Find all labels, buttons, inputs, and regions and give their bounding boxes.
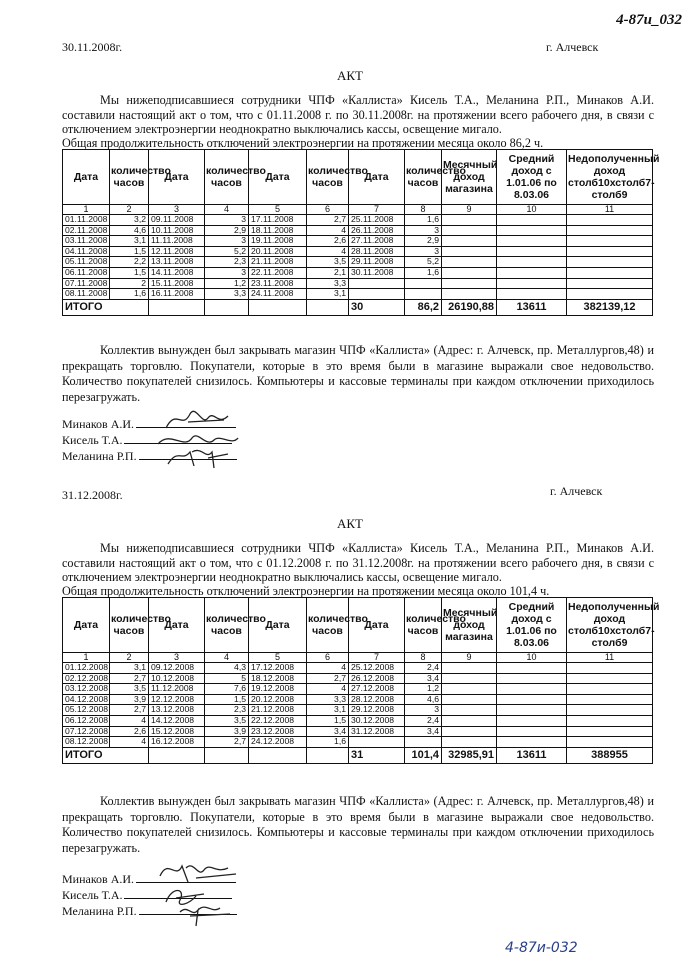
date-cell: 02.11.2008 [63, 225, 110, 236]
header-cell: количество часов [205, 598, 249, 653]
empty-cell [567, 267, 653, 278]
date-cell: 29.12.2008 [349, 705, 405, 716]
column-number: 7 [349, 653, 405, 663]
table-row [63, 694, 653, 705]
hours-cell: 3,5 [307, 257, 349, 268]
date-cell: 18.12.2008 [249, 673, 307, 684]
column-number: 5 [249, 205, 307, 215]
empty-cell [442, 684, 497, 695]
header-row [63, 598, 653, 653]
hours-cell: 2,4 [405, 715, 442, 726]
date-cell: 21.11.2008 [249, 257, 307, 268]
column-number: 5 [249, 653, 307, 663]
header-cell: Средний доход с 1.01.06 по 8.03.06 [497, 150, 567, 205]
hours-cell: 3,4 [405, 726, 442, 737]
hours-cell: 2 [110, 278, 149, 289]
empty-cell [567, 278, 653, 289]
signatory-name: Минаков А.И. [62, 417, 135, 431]
empty-cell [442, 267, 497, 278]
handwritten-signatures [146, 852, 256, 928]
empty-cell [567, 246, 653, 257]
header-cell: количество часов [205, 150, 249, 205]
column-number: 2 [110, 653, 149, 663]
column-number: 8 [405, 653, 442, 663]
column-number: 6 [307, 205, 349, 215]
date-cell: 12.11.2008 [149, 246, 205, 257]
date-cell: 10.11.2008 [149, 225, 205, 236]
hours-cell: 2,7 [307, 215, 349, 226]
header-cell: количество часов [405, 150, 442, 205]
hours-cell: 5,2 [205, 246, 249, 257]
hours-cell: 3,9 [205, 726, 249, 737]
hours-cell: 2,9 [405, 236, 442, 247]
act-city: г. Алчевск [550, 484, 603, 498]
header-cell: Месячный доход магазина [442, 598, 497, 653]
hours-cell: 1,2 [205, 278, 249, 289]
hours-cell: 1,6 [405, 215, 442, 226]
date-cell: 20.11.2008 [249, 246, 307, 257]
total-row [63, 299, 653, 315]
act-title: АКТ [337, 516, 363, 531]
hours-cell: 4 [307, 225, 349, 236]
empty-cell [567, 684, 653, 695]
act-intro: Мы нижеподписавшиеся сотрудники ЧПФ «Каллиста» Кисель Т.А., Меланина Р.П., Минаков А.И. составили настоящий акт о том, что с 01.12.2008 г. по 31.12.2008г. на протяжении всего рабочего дня, в связи с отключением электроэнергии неоднократно выключались кассы, освещение мигало. [62, 541, 654, 584]
signatory-name: Кисель Т.А. [62, 433, 123, 447]
hours-cell: 3,3 [205, 289, 249, 300]
total-days: 30 [349, 299, 405, 315]
hours-cell: 2,3 [205, 257, 249, 268]
date-cell [349, 737, 405, 748]
column-number-row [63, 205, 653, 215]
column-number: 8 [405, 205, 442, 215]
column-number: 1 [63, 205, 110, 215]
empty-cell [567, 694, 653, 705]
hours-cell: 3,2 [110, 215, 149, 226]
empty-cell [497, 737, 567, 748]
hours-cell: 2,2 [110, 257, 149, 268]
empty-cell [442, 257, 497, 268]
date-cell: 11.11.2008 [149, 236, 205, 247]
table-row [63, 737, 653, 748]
hours-cell: 3 [205, 267, 249, 278]
act-closing: Коллектив вынужден был закрывать магазин ЧПФ «Каллиста» (Адрес: г. Алчевск, пр. Металлургов,48) и прекращать торговлю. Покупатели, которые в это время были в магазине выражали свое недовольство. Количество покупателей снизилось. Компьютеры и кассовые терминалы при каждом отключении приходилось перезагружать. [62, 794, 654, 855]
empty-cell [442, 215, 497, 226]
header-cell: Недополученный доход столб10хстолб7-столб9 [567, 150, 653, 205]
header-cell: Дата [349, 598, 405, 653]
header-cell: количество часов [307, 150, 349, 205]
header-cell: Дата [249, 150, 307, 205]
hours-cell: 3,1 [110, 236, 149, 247]
lost-income: 388955 [567, 747, 653, 763]
header-cell: Дата [349, 150, 405, 205]
date-cell: 24.11.2008 [249, 289, 307, 300]
empty-cell [442, 715, 497, 726]
empty-cell [442, 694, 497, 705]
date-cell: 24.12.2008 [249, 737, 307, 748]
hours-cell: 1,5 [110, 267, 149, 278]
hours-cell: 4 [110, 715, 149, 726]
empty-cell [442, 289, 497, 300]
hours-cell: 3 [205, 215, 249, 226]
monthly-income: 32985,91 [442, 747, 497, 763]
act-intro: Мы нижеподписавшиеся сотрудники ЧПФ «Каллиста» Кисель Т.А., Меланина Р.П., Минаков А.И. составили настоящий акт о том, что с 01.11.2008 г. по 30.11.2008г. на протяжении всего рабочего дня, в связи с отключением электроэнергии неоднократно выключались кассы, освещение мигало. [62, 93, 654, 136]
date-cell: 25.11.2008 [349, 215, 405, 226]
act-date: 31.12.2008г. [62, 488, 123, 502]
date-cell: 13.11.2008 [149, 257, 205, 268]
hours-cell: 3,3 [307, 278, 349, 289]
hours-cell: 1,6 [307, 737, 349, 748]
column-number: 3 [149, 653, 205, 663]
hours-cell [405, 289, 442, 300]
hours-cell: 1,5 [205, 694, 249, 705]
date-cell: 19.12.2008 [249, 684, 307, 695]
act-date: 30.11.2008г. [62, 40, 123, 54]
empty-cell [497, 673, 567, 684]
empty-cell [567, 289, 653, 300]
hours-cell: 2,7 [110, 673, 149, 684]
date-cell: 27.12.2008 [349, 684, 405, 695]
date-cell: 26.11.2008 [349, 225, 405, 236]
date-cell: 04.11.2008 [63, 246, 110, 257]
act-title: АКТ [337, 68, 363, 83]
date-cell: 09.12.2008 [149, 663, 205, 674]
header-cell: Дата [149, 598, 205, 653]
date-cell: 23.11.2008 [249, 278, 307, 289]
table-row [63, 278, 653, 289]
empty-cell [442, 663, 497, 674]
empty-cell [567, 663, 653, 674]
table-row [63, 215, 653, 226]
hours-cell: 3,1 [307, 705, 349, 716]
empty-cell [497, 225, 567, 236]
date-cell: 05.11.2008 [63, 257, 110, 268]
date-cell: 20.12.2008 [249, 694, 307, 705]
hours-cell: 3,3 [307, 694, 349, 705]
date-cell: 21.12.2008 [249, 705, 307, 716]
date-cell: 27.11.2008 [349, 236, 405, 247]
hours-cell: 4 [307, 663, 349, 674]
date-cell: 08.12.2008 [63, 737, 110, 748]
column-number: 3 [149, 205, 205, 215]
hours-cell: 3 [205, 236, 249, 247]
column-number: 9 [442, 653, 497, 663]
date-cell: 25.12.2008 [349, 663, 405, 674]
hours-cell [405, 737, 442, 748]
date-cell: 23.12.2008 [249, 726, 307, 737]
empty-cell [497, 705, 567, 716]
date-cell: 02.12.2008 [63, 673, 110, 684]
date-cell: 17.11.2008 [249, 215, 307, 226]
empty-cell [442, 246, 497, 257]
date-cell: 13.12.2008 [149, 705, 205, 716]
handwritten-signatures [148, 400, 258, 472]
empty-cell [497, 726, 567, 737]
table-row [63, 246, 653, 257]
date-cell: 16.11.2008 [149, 289, 205, 300]
date-cell: 08.11.2008 [63, 289, 110, 300]
total-label: ИТОГО [63, 747, 149, 763]
average-income: 13611 [497, 299, 567, 315]
empty-cell [567, 257, 653, 268]
header-cell: количество часов [110, 150, 149, 205]
hours-cell: 1,6 [110, 289, 149, 300]
header-cell: Дата [63, 150, 110, 205]
empty-cell [497, 257, 567, 268]
column-number: 4 [205, 205, 249, 215]
column-number: 2 [110, 205, 149, 215]
empty-cell [567, 236, 653, 247]
date-cell: 26.12.2008 [349, 673, 405, 684]
table-row [63, 726, 653, 737]
empty-cell [567, 715, 653, 726]
column-number: 11 [567, 205, 653, 215]
hours-cell: 2,7 [205, 737, 249, 748]
date-cell: 31.12.2008 [349, 726, 405, 737]
signatory-name: Меланина Р.П. [62, 449, 137, 463]
total-hours: 101,4 [405, 747, 442, 763]
handwritten-reference: 4-87и-032 [505, 940, 578, 956]
table-row [63, 257, 653, 268]
hours-cell: 5 [205, 673, 249, 684]
empty-cell [567, 737, 653, 748]
empty-cell [497, 215, 567, 226]
hours-cell: 3,5 [205, 715, 249, 726]
hours-cell: 2,6 [307, 236, 349, 247]
date-cell: 03.12.2008 [63, 684, 110, 695]
empty-cell [497, 236, 567, 247]
outage-table [62, 597, 660, 764]
header-cell: Дата [63, 598, 110, 653]
hours-cell: 3 [405, 246, 442, 257]
table-row [63, 705, 653, 716]
hours-cell: 3,4 [405, 673, 442, 684]
date-cell: 12.12.2008 [149, 694, 205, 705]
empty-cell [497, 684, 567, 695]
date-cell: 28.12.2008 [349, 694, 405, 705]
date-cell: 22.12.2008 [249, 715, 307, 726]
hours-cell: 7,6 [205, 684, 249, 695]
table-row [63, 236, 653, 247]
total-hours: 86,2 [405, 299, 442, 315]
act-city: г. Алчевск [546, 40, 599, 54]
hours-cell: 3,1 [307, 289, 349, 300]
outage-table [62, 149, 660, 316]
date-cell: 05.12.2008 [63, 705, 110, 716]
date-cell: 22.11.2008 [249, 267, 307, 278]
hours-cell: 4,6 [110, 225, 149, 236]
date-cell: 14.11.2008 [149, 267, 205, 278]
empty-cell [567, 673, 653, 684]
date-cell: 15.12.2008 [149, 726, 205, 737]
header-cell: Дата [149, 150, 205, 205]
document-stamp: 4-87и_032 [616, 12, 682, 28]
empty-cell [497, 289, 567, 300]
hours-cell: 3,1 [110, 663, 149, 674]
date-cell: 19.11.2008 [249, 236, 307, 247]
empty-cell [442, 737, 497, 748]
column-number: 10 [497, 653, 567, 663]
column-number: 1 [63, 653, 110, 663]
column-number: 11 [567, 653, 653, 663]
table-row [63, 663, 653, 674]
date-cell: 06.11.2008 [63, 267, 110, 278]
date-cell: 29.11.2008 [349, 257, 405, 268]
total-label: ИТОГО [63, 299, 149, 315]
empty-cell [567, 225, 653, 236]
date-cell: 11.12.2008 [149, 684, 205, 695]
date-cell: 28.11.2008 [349, 246, 405, 257]
hours-cell: 3,4 [307, 726, 349, 737]
date-cell: 16.12.2008 [149, 737, 205, 748]
hours-cell: 3,9 [110, 694, 149, 705]
date-cell: 01.11.2008 [63, 215, 110, 226]
empty-cell [442, 726, 497, 737]
total-days: 31 [349, 747, 405, 763]
lost-income: 382139,12 [567, 299, 653, 315]
hours-cell: 2,6 [110, 726, 149, 737]
empty-cell [497, 715, 567, 726]
empty-cell [497, 694, 567, 705]
hours-cell: 2,7 [307, 673, 349, 684]
hours-cell: 4,6 [405, 694, 442, 705]
table-row [63, 715, 653, 726]
date-cell [349, 278, 405, 289]
date-cell: 15.11.2008 [149, 278, 205, 289]
empty-cell [497, 278, 567, 289]
empty-cell [442, 225, 497, 236]
date-cell: 30.11.2008 [349, 267, 405, 278]
table-row [63, 267, 653, 278]
act-total-duration: Общая продолжительность отключений электроэнергии на протяжении месяца около 101,4 ч. [62, 584, 550, 598]
date-cell: 07.11.2008 [63, 278, 110, 289]
hours-cell: 2,7 [110, 705, 149, 716]
hours-cell: 2,4 [405, 663, 442, 674]
hours-cell: 1,5 [307, 715, 349, 726]
date-cell: 30.12.2008 [349, 715, 405, 726]
header-cell: Средний доход с 1.01.06 по 8.03.06 [497, 598, 567, 653]
signatory-name: Кисель Т.А. [62, 888, 123, 902]
table-row [63, 684, 653, 695]
column-number: 6 [307, 653, 349, 663]
header-cell: Дата [249, 598, 307, 653]
date-cell: 17.12.2008 [249, 663, 307, 674]
hours-cell: 1,5 [110, 246, 149, 257]
signatory-name: Минаков А.И. [62, 872, 135, 886]
header-cell: количество часов [307, 598, 349, 653]
empty-cell [442, 236, 497, 247]
hours-cell: 3 [405, 705, 442, 716]
total-row [63, 747, 653, 763]
date-cell: 07.12.2008 [63, 726, 110, 737]
date-cell: 03.11.2008 [63, 236, 110, 247]
hours-cell: 2,1 [307, 267, 349, 278]
hours-cell: 3,5 [110, 684, 149, 695]
hours-cell: 4 [307, 246, 349, 257]
table-row [63, 225, 653, 236]
hours-cell: 4,3 [205, 663, 249, 674]
date-cell: 14.12.2008 [149, 715, 205, 726]
date-cell: 01.12.2008 [63, 663, 110, 674]
hours-cell: 5,2 [405, 257, 442, 268]
column-number: 7 [349, 205, 405, 215]
header-row [63, 150, 653, 205]
empty-cell [567, 705, 653, 716]
empty-cell [497, 246, 567, 257]
column-number: 9 [442, 205, 497, 215]
table-row [63, 673, 653, 684]
header-cell: Месячный доход магазина [442, 150, 497, 205]
hours-cell: 2,9 [205, 225, 249, 236]
hours-cell: 2,3 [205, 705, 249, 716]
column-number: 10 [497, 205, 567, 215]
date-cell: 10.12.2008 [149, 673, 205, 684]
hours-cell: 3 [405, 225, 442, 236]
signatory-name: Меланина Р.П. [62, 904, 137, 918]
header-cell: Недополученный доход столб10хстолб7-столб9 [567, 598, 653, 653]
empty-cell [442, 673, 497, 684]
date-cell: 09.11.2008 [149, 215, 205, 226]
average-income: 13611 [497, 747, 567, 763]
empty-cell [567, 726, 653, 737]
date-cell [349, 289, 405, 300]
table-row [63, 289, 653, 300]
date-cell: 06.12.2008 [63, 715, 110, 726]
hours-cell: 4 [307, 684, 349, 695]
header-cell: количество часов [110, 598, 149, 653]
hours-cell: 1,2 [405, 684, 442, 695]
act-total-duration: Общая продолжительность отключений электроэнергии на протяжении месяца около 86,2 ч. [62, 136, 544, 150]
hours-cell: 1,6 [405, 267, 442, 278]
empty-cell [442, 705, 497, 716]
column-number-row [63, 653, 653, 663]
hours-cell [405, 278, 442, 289]
empty-cell [567, 215, 653, 226]
empty-cell [442, 278, 497, 289]
date-cell: 18.11.2008 [249, 225, 307, 236]
empty-cell [497, 267, 567, 278]
header-cell: количество часов [405, 598, 442, 653]
date-cell: 04.12.2008 [63, 694, 110, 705]
act-closing: Коллектив вынужден был закрывать магазин ЧПФ «Каллиста» (Адрес: г. Алчевск, пр. Металлургов,48) и прекращать торговлю. Покупатели, которые в это время были в магазине выражали свое недовольство. Количество покупателей снизилось. Компьютеры и кассовые терминалы при каждом отключении приходилось перезагружать. [62, 343, 654, 404]
column-number: 4 [205, 653, 249, 663]
hours-cell: 4 [110, 737, 149, 748]
empty-cell [497, 663, 567, 674]
monthly-income: 26190,88 [442, 299, 497, 315]
